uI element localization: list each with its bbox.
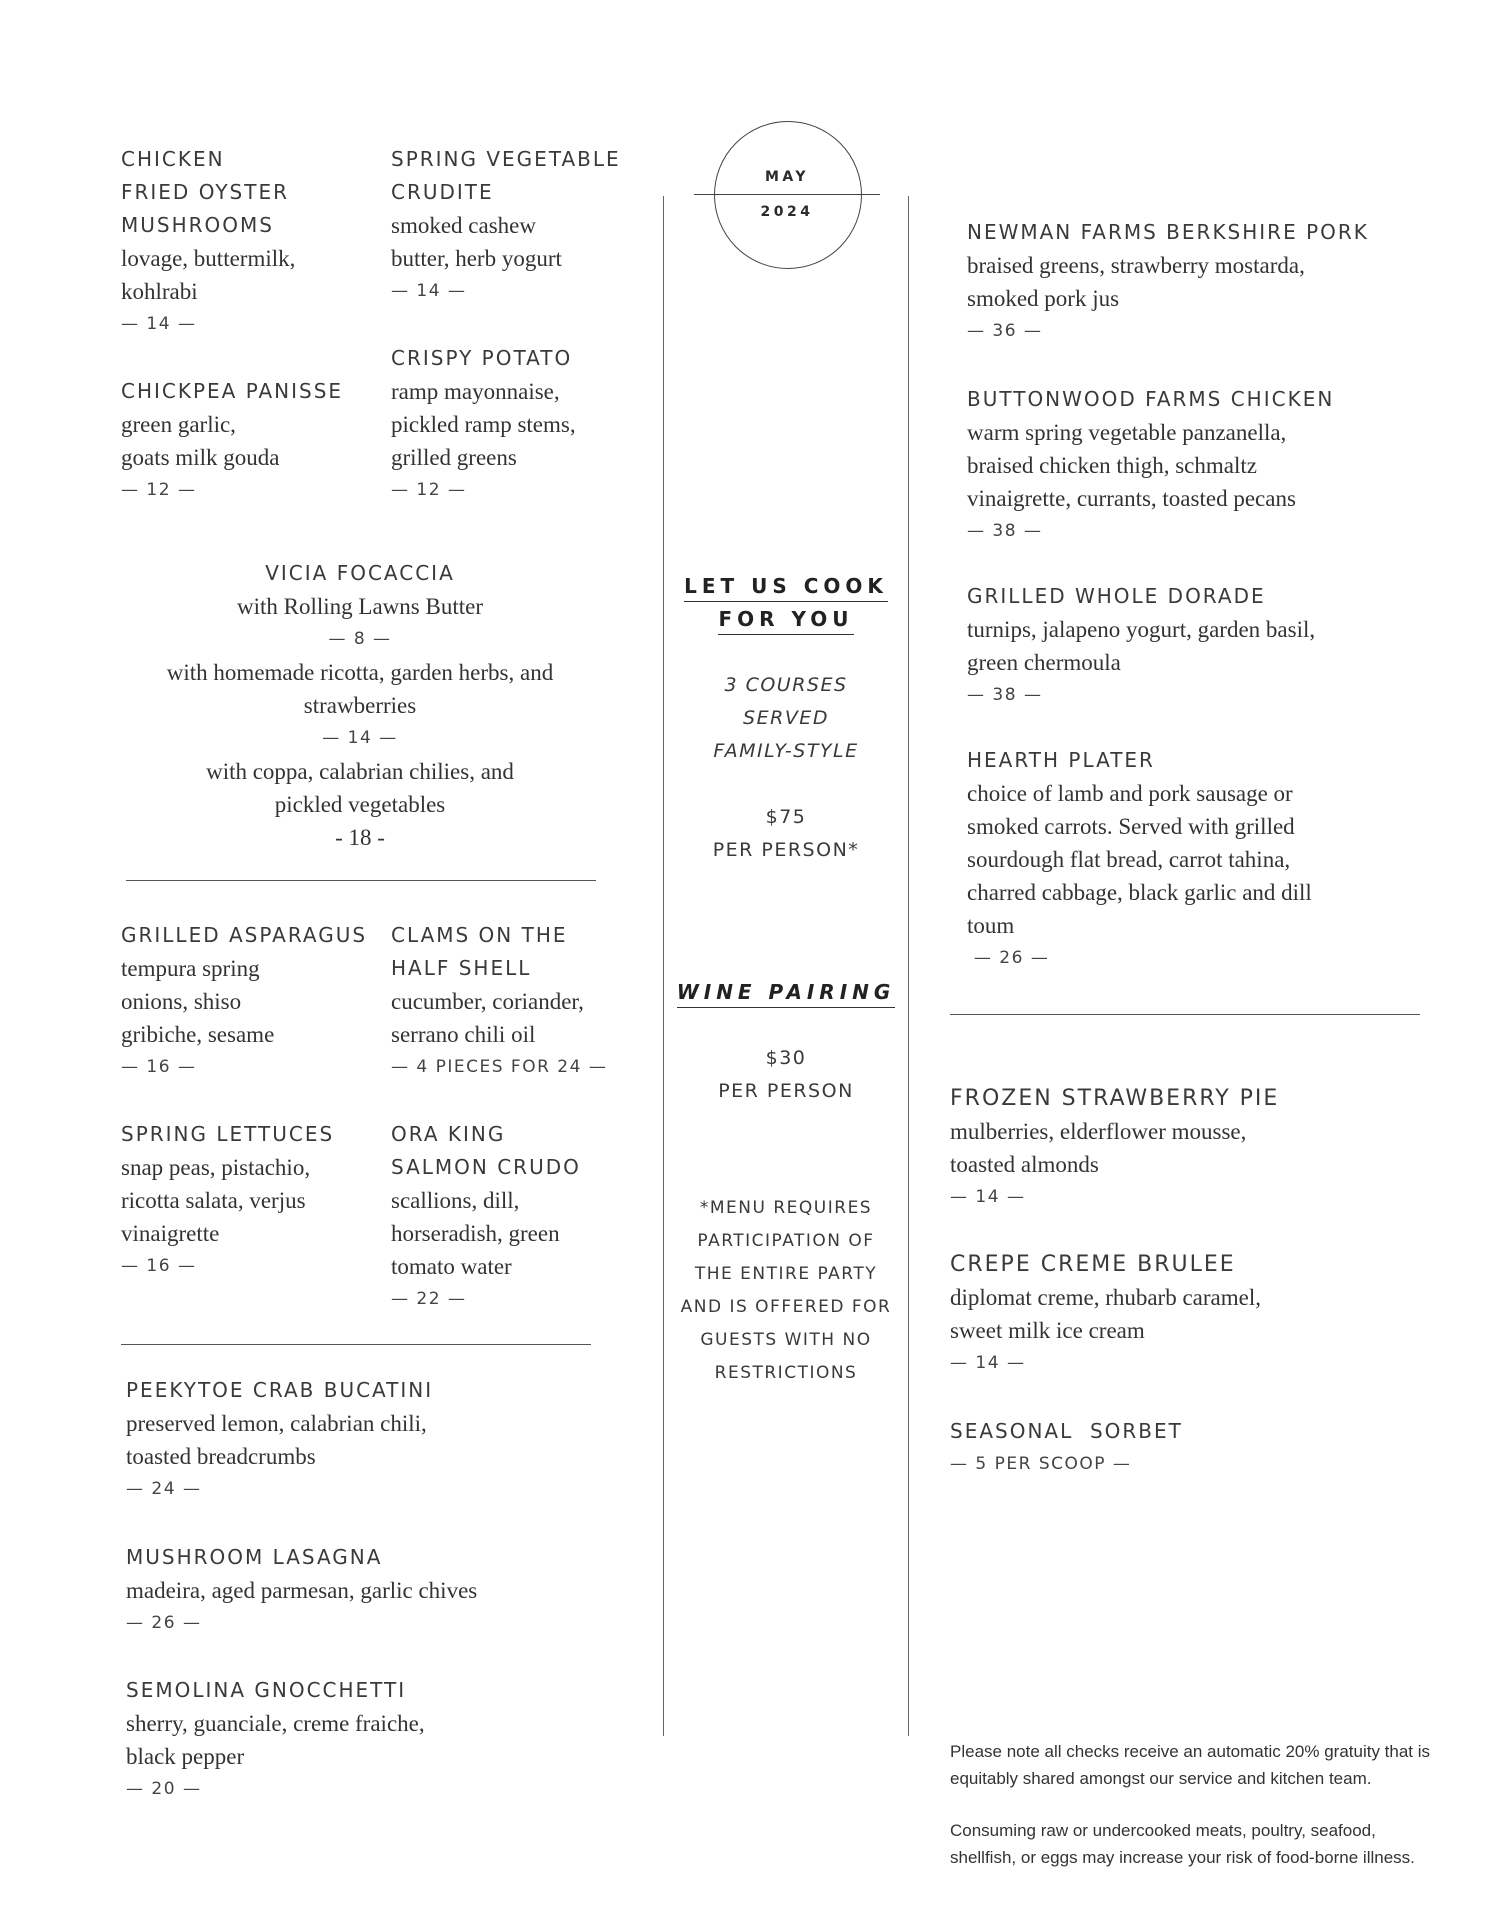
item-price: — 38 — bbox=[967, 521, 1043, 541]
item-description: scallions, dill, bbox=[391, 1188, 520, 1213]
tasting-heading: FOR YOU bbox=[718, 604, 853, 635]
item-description: goats milk gouda bbox=[121, 445, 280, 470]
focaccia-price: — 8 — bbox=[328, 629, 392, 649]
item-price: — 14 — bbox=[950, 1187, 1026, 1207]
food-safety-warning: Consuming raw or undercooked meats, poultry, seafood, shellfish, or eggs may increase your risk of food-borne illness. bbox=[950, 1821, 1415, 1867]
item-description: horseradish, green bbox=[391, 1221, 560, 1246]
focaccia-price: — 14 — bbox=[322, 728, 398, 748]
item-title: BUTTONWOOD FARMS CHICKEN bbox=[967, 387, 1335, 411]
item-title: CRUDITE bbox=[391, 180, 494, 204]
menu-requirement-note: *MENU REQUIRES PARTICIPATION OF THE ENTIRE PARTY AND IS OFFERED FOR GUESTS WITH NO RESTRICTIONS bbox=[680, 1198, 892, 1383]
menu-item bbox=[126, 1674, 425, 1806]
item-description: vinaigrette, currants, toasted pecans bbox=[967, 486, 1296, 511]
tasting-heading: LET US COOK bbox=[684, 571, 888, 602]
menu-item bbox=[967, 383, 1334, 548]
item-description: pickled ramp stems, bbox=[391, 412, 576, 437]
item-description: ramp mayonnaise, bbox=[391, 379, 560, 404]
gratuity-note: Please note all checks receive an automatic 20% gratuity that is equitably shared amongst our service and kitchen team. bbox=[950, 1742, 1431, 1788]
tasting-courses: FAMILY-STYLE bbox=[713, 740, 859, 762]
item-description: charred cabbage, black garlic and dill bbox=[967, 880, 1312, 905]
item-title: VICIA FOCACCIA bbox=[265, 561, 455, 585]
tasting-courses: 3 COURSES bbox=[724, 674, 848, 696]
item-price: — 36 — bbox=[967, 321, 1043, 341]
section-divider bbox=[126, 880, 596, 881]
item-title: CLAMS ON THE bbox=[391, 923, 568, 947]
item-price: — 20 — bbox=[126, 1779, 202, 1799]
item-title: GRILLED WHOLE DORADE bbox=[967, 584, 1266, 608]
item-description: braised greens, strawberry mostarda, bbox=[967, 253, 1305, 278]
item-description: mulberries, elderflower mousse, bbox=[950, 1119, 1247, 1144]
date-badge bbox=[714, 121, 862, 269]
item-description: turnips, jalapeno yogurt, garden basil, bbox=[967, 617, 1316, 642]
item-title: PEEKYTOE CRAB BUCATINI bbox=[126, 1378, 434, 1402]
item-price: — 26 — bbox=[126, 1613, 202, 1633]
item-title: GRILLED ASPARAGUS bbox=[121, 923, 368, 947]
item-price: — 14 — bbox=[950, 1353, 1026, 1373]
item-price: — 12 — bbox=[391, 480, 467, 500]
item-price: — 14 — bbox=[391, 281, 467, 301]
tasting-price: PER PERSON* bbox=[712, 839, 860, 861]
item-description: ricotta salata, verjus bbox=[121, 1188, 306, 1213]
menu-item bbox=[121, 375, 343, 507]
item-price: — 5 PER SCOOP — bbox=[950, 1454, 1132, 1474]
item-title: FRIED OYSTER bbox=[121, 180, 290, 204]
focaccia-option: pickled vegetables bbox=[274, 792, 446, 817]
column-divider bbox=[908, 196, 909, 1736]
item-description: onions, shiso bbox=[121, 989, 242, 1014]
wine-pairing-section bbox=[660, 976, 912, 1108]
item-description: sweet milk ice cream bbox=[950, 1318, 1145, 1343]
focaccia-option: with homemade ricotta, garden herbs, and bbox=[166, 660, 554, 685]
date-year: 2024 bbox=[760, 204, 814, 220]
menu-item bbox=[967, 744, 1312, 975]
column-divider bbox=[663, 196, 664, 1736]
item-price: — 26 — bbox=[967, 948, 1050, 968]
item-description: serrano chili oil bbox=[391, 1022, 536, 1047]
item-description: green chermoula bbox=[967, 650, 1121, 675]
item-title: SPRING VEGETABLE bbox=[391, 147, 621, 171]
item-description: smoked cashew bbox=[391, 213, 536, 238]
focaccia-section bbox=[110, 557, 610, 854]
item-price: — 14 — bbox=[121, 314, 197, 334]
wine-price: $30 bbox=[765, 1047, 807, 1069]
menu-item bbox=[391, 342, 576, 507]
menu-item bbox=[391, 1118, 581, 1316]
item-title: CHICKPEA PANISSE bbox=[121, 379, 344, 403]
menu-item bbox=[967, 580, 1315, 712]
item-price: — 4 PIECES FOR 24 — bbox=[391, 1057, 608, 1077]
menu-item bbox=[391, 143, 621, 308]
item-description: vinaigrette bbox=[121, 1221, 220, 1246]
item-description: smoked carrots. Served with grilled bbox=[967, 814, 1295, 839]
item-description: kohlrabi bbox=[121, 279, 198, 304]
item-title: MUSHROOMS bbox=[121, 213, 274, 237]
item-price: — 16 — bbox=[121, 1256, 197, 1276]
tasting-menu-section bbox=[660, 570, 912, 867]
menu-item bbox=[126, 1374, 433, 1506]
wine-price: PER PERSON bbox=[718, 1080, 854, 1102]
item-description: toum bbox=[967, 913, 1015, 938]
menu-item bbox=[121, 1118, 334, 1283]
section-divider bbox=[950, 1014, 1420, 1015]
item-title: NEWMAN FARMS BERKSHIRE PORK bbox=[967, 220, 1369, 244]
item-description: madeira, aged parmesan, garlic chives bbox=[126, 1578, 478, 1603]
date-month: MAY bbox=[764, 169, 810, 185]
item-description: sourdough flat bread, carrot tahina, bbox=[967, 847, 1291, 872]
item-title: CHICKEN bbox=[121, 147, 225, 171]
item-price: — 38 — bbox=[967, 685, 1043, 705]
item-description: smoked pork jus bbox=[967, 286, 1120, 311]
focaccia-option: with coppa, calabrian chilies, and bbox=[206, 759, 514, 784]
menu-item bbox=[950, 1248, 1261, 1380]
item-description: grilled greens bbox=[391, 445, 517, 470]
item-title: CRISPY POTATO bbox=[391, 346, 573, 370]
wine-heading: WINE PAIRING bbox=[677, 977, 896, 1008]
item-description: choice of lamb and pork sausage or bbox=[967, 781, 1293, 806]
menu-item bbox=[126, 1541, 477, 1640]
item-title: CREPE CREME BRULEE bbox=[950, 1252, 1236, 1277]
item-price: — 24 — bbox=[126, 1479, 202, 1499]
item-description: toasted breadcrumbs bbox=[126, 1444, 316, 1469]
item-price: — 22 — bbox=[391, 1289, 467, 1309]
date-badge-line bbox=[694, 194, 880, 195]
item-description: cucumber, coriander, bbox=[391, 989, 584, 1014]
menu-item bbox=[967, 216, 1369, 348]
item-description: toasted almonds bbox=[950, 1152, 1099, 1177]
item-title: HEARTH PLATER bbox=[967, 748, 1155, 772]
focaccia-price: - 18 - bbox=[335, 825, 385, 850]
menu-item bbox=[121, 143, 295, 341]
item-description: diplomat creme, rhubarb caramel, bbox=[950, 1285, 1261, 1310]
focaccia-option: strawberries bbox=[303, 693, 417, 718]
item-description: snap peas, pistachio, bbox=[121, 1155, 311, 1180]
item-title: MUSHROOM LASAGNA bbox=[126, 1545, 383, 1569]
focaccia-option: with Rolling Lawns Butter bbox=[237, 594, 483, 619]
item-description: green garlic, bbox=[121, 412, 236, 437]
item-description: warm spring vegetable panzanella, bbox=[967, 420, 1287, 445]
item-price: — 16 — bbox=[121, 1057, 197, 1077]
item-description: tempura spring bbox=[121, 956, 260, 981]
menu-item bbox=[950, 1415, 1183, 1481]
item-description: sherry, guanciale, creme fraiche, bbox=[126, 1711, 425, 1736]
item-description: black pepper bbox=[126, 1744, 245, 1769]
item-description: braised chicken thigh, schmaltz bbox=[967, 453, 1257, 478]
section-divider bbox=[121, 1344, 591, 1345]
item-title: HALF SHELL bbox=[391, 956, 532, 980]
item-description: butter, herb yogurt bbox=[391, 246, 562, 271]
menu-item bbox=[391, 919, 607, 1084]
item-title: SPRING LETTUCES bbox=[121, 1122, 335, 1146]
item-title: SEMOLINA GNOCCHETTI bbox=[126, 1678, 407, 1702]
item-price: — 12 — bbox=[121, 480, 197, 500]
tasting-price: $75 bbox=[765, 806, 807, 828]
item-title: SALMON CRUDO bbox=[391, 1155, 581, 1179]
item-title: ORA KING bbox=[391, 1122, 506, 1146]
menu-item bbox=[950, 1082, 1279, 1214]
item-description: lovage, buttermilk, bbox=[121, 246, 296, 271]
item-title: SEASONAL SORBET bbox=[950, 1419, 1183, 1443]
item-description: tomato water bbox=[391, 1254, 512, 1279]
item-description: gribiche, sesame bbox=[121, 1022, 275, 1047]
item-title: FROZEN STRAWBERRY PIE bbox=[950, 1086, 1280, 1111]
item-description: preserved lemon, calabrian chili, bbox=[126, 1411, 427, 1436]
tasting-courses: SERVED bbox=[743, 707, 829, 729]
menu-item bbox=[121, 919, 367, 1084]
